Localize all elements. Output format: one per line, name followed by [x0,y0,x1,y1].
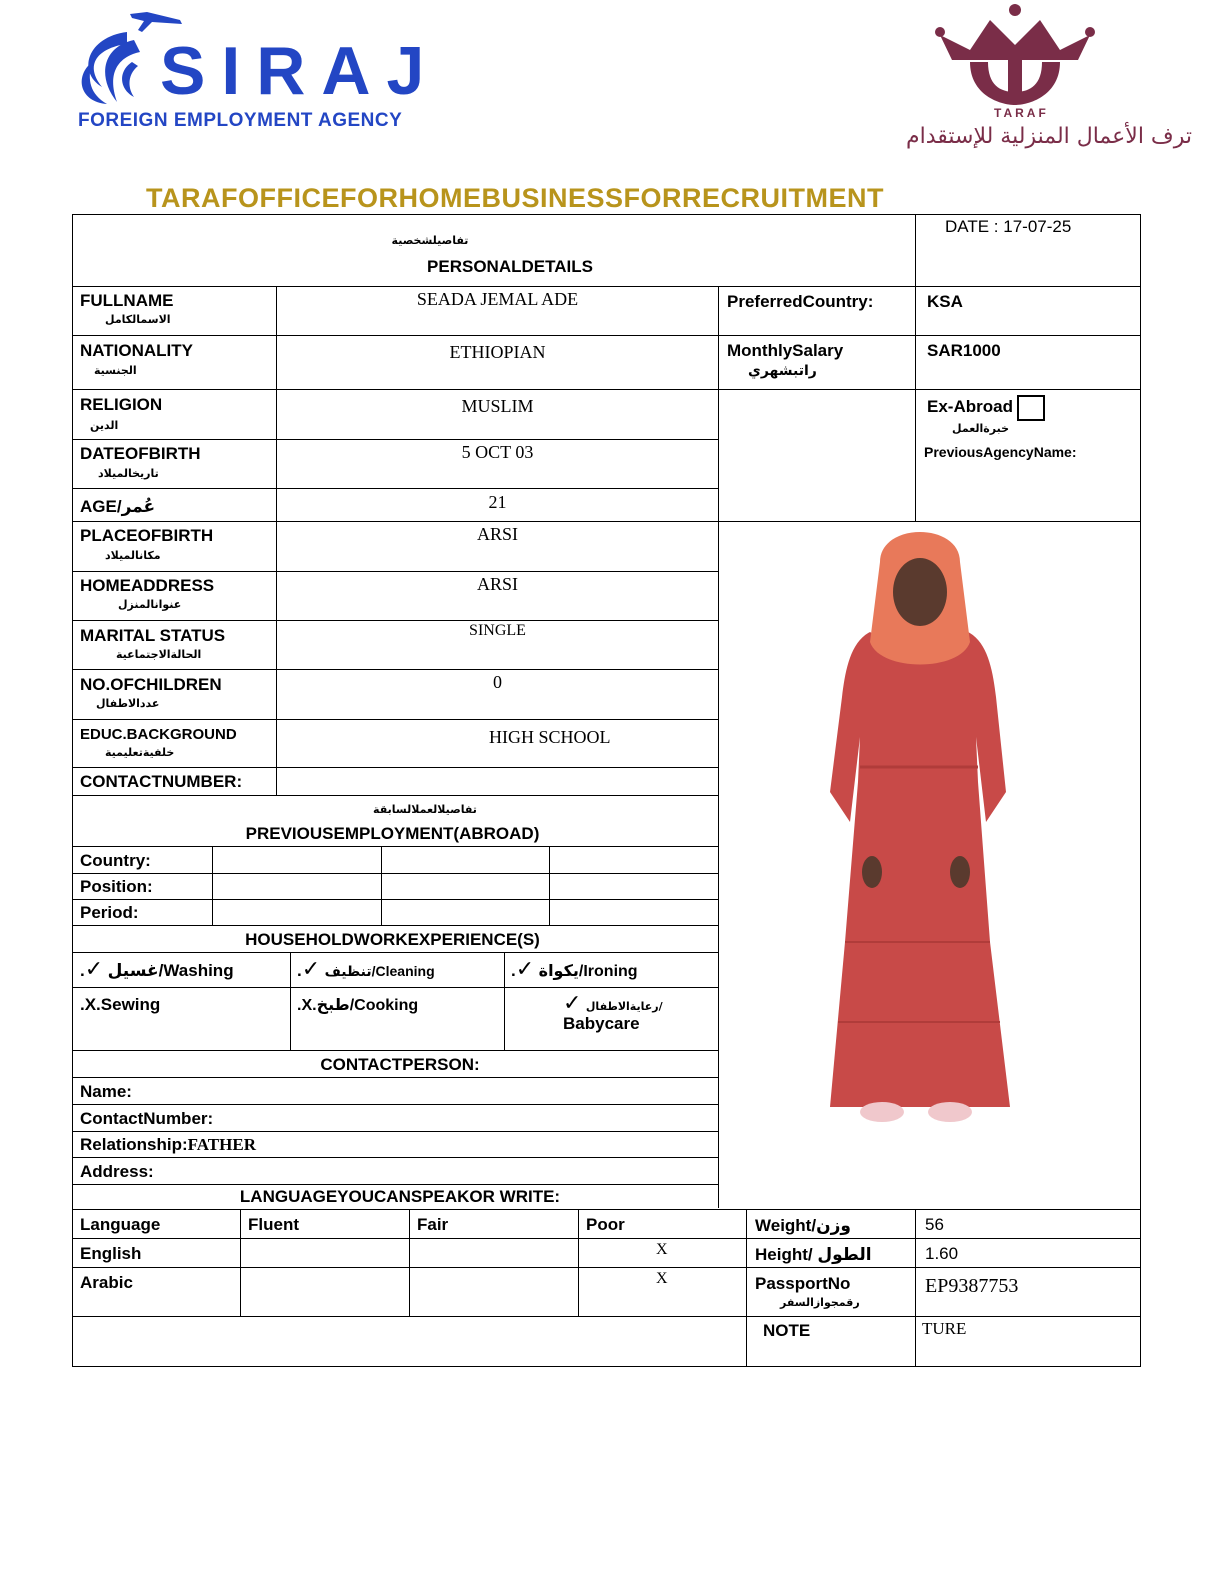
partner-logo-text: TARAF [994,106,1049,120]
candidate-photo [810,522,1030,1132]
nationality-value: ETHIOPIAN [449,342,546,362]
lang-header-poor: Poor [586,1215,625,1234]
lang-english-poor: X [656,1241,668,1258]
prev-employment-title-ar: تفاصيلالعملالسابقة [373,803,477,816]
lang-header-fair: Fair [417,1215,449,1234]
pob-value: ARSI [476,524,518,544]
personal-section-title: PERSONALDETAILS [427,257,593,276]
weight-value: 56 [925,1215,944,1234]
salary-label-ar: راتبشهري [748,363,817,379]
dob-label: DATEOFBIRTH [80,444,201,463]
religion-label-ar: الدين [90,419,119,432]
salary-label: MonthlySalary [727,341,844,360]
document-title: TARAFOFFICEFORHOMEBUSINESSFORRECRUITMENT [146,183,884,213]
previous-agency-label: PreviousAgencyName: [924,444,1077,460]
contact-number-label: CONTACTNUMBER: [80,772,243,791]
cleaning-skill: .✓ تنظيف/Cleaning [297,956,435,981]
relationship-value: FATHER [187,1135,256,1154]
taraf-logo [830,0,1200,155]
babycare-skill: ✓ رعايةالاطفال/ Babycare [563,990,663,1033]
prev-period-label: Period: [80,903,139,922]
contact-person-title: CONTACTPERSON: [320,1055,480,1074]
religion-value: MUSLIM [461,396,534,416]
address-value: ARSI [476,574,518,594]
agency-name: SIRAJ [160,33,441,109]
sewing-skill: .X.Sewing [80,995,161,1014]
children-value: 0 [493,672,502,692]
fullname-label-ar: الاسمالكامل [105,313,171,326]
salary-value: SAR1000 [927,341,1001,360]
contact-number-label-2: ContactNumber: [80,1109,214,1128]
lang-header-language: Language [80,1215,161,1234]
height-value: 1.60 [925,1244,959,1263]
siraj-logo [72,2,441,137]
religion-label: RELIGION [80,395,163,414]
lang-arabic: Arabic [80,1273,133,1292]
height-label: Height/ الطول [755,1245,872,1264]
ironing-skill: .✓ يكواة/Ironing [511,956,638,981]
children-label: NO.OFCHILDREN [80,675,222,694]
relationship-label: Relationship: [80,1135,188,1154]
nationality-label: NATIONALITY [80,341,194,360]
check-icon: ✓ [515,956,535,981]
education-value: HIGH SCHOOL [489,727,611,747]
address-label-ar: عنوانالمنزل [118,598,182,611]
crown-icon [930,0,1100,110]
ex-abroad-label: Ex-Abroad [927,397,1013,416]
education-label-ar: خلفيةتعليمية [105,746,175,759]
prev-country-label: Country: [80,851,151,870]
language-title: LANGUAGEYOUCANSPEAKOR WRITE: [239,1187,561,1206]
contact-name-label: Name: [80,1082,132,1101]
partner-arabic-name: ترف الأعمال المنزلية للإستقدام [906,124,1192,149]
education-label: EDUC.BACKGROUND [80,726,237,743]
passport-value: EP9387753 [925,1275,1019,1297]
dob-value: 5 OCT 03 [461,442,534,462]
age-value: 21 [488,492,507,512]
washing-skill: .✓ غسيل/Washing [80,956,234,981]
prev-employment-title: PREVIOUSEMPLOYMENT(ABROAD) [245,824,540,843]
children-label-ar: عددالاطفال [96,697,160,710]
check-icon: ✓ [84,956,104,981]
passport-label: PassportNo [755,1274,851,1293]
marital-label-ar: الحالةالاجتماعية [116,648,202,661]
address-label: HOMEADDRESS [80,576,215,595]
note-value: TURE [922,1319,967,1338]
check-icon: ✓ [301,956,321,981]
preferred-country-value: KSA [927,292,963,311]
pob-label-ar: مكانالميلاد [105,549,161,562]
ex-abroad-label-ar: خبرةالعمل [952,422,1010,435]
check-icon: ✓ [563,990,582,1015]
prev-position-label: Position: [80,877,153,896]
passport-label-ar: رقمجوازالسفر [780,1296,860,1309]
lang-arabic-poor: X [656,1270,668,1287]
contact-address-label: Address: [80,1162,154,1181]
agency-subtitle: FOREIGN EMPLOYMENT AGENCY [78,110,403,131]
pob-label: PLACEOFBIRTH [80,526,214,545]
household-title: HOUSEHOLDWORKEXPERIENCE(S) [245,930,540,949]
relationship-row [80,1135,256,1155]
preferred-country-label: PreferredCountry: [727,292,874,311]
note-label: NOTE [763,1321,811,1340]
lang-english: English [80,1244,142,1263]
weight-label: Weight/وزن [755,1216,851,1235]
fullname-label: FULLNAME [80,291,174,310]
cooking-skill: .X.طبخ/Cooking [297,997,419,1014]
personal-section-ar: تفاصيلشخصية [391,234,469,247]
fullname-value: SEADA JEMAL ADE [416,289,579,309]
age-label: AGE/عُمر [80,497,156,516]
marital-label: MARITAL STATUS [80,626,226,645]
lang-header-fluent: Fluent [248,1215,299,1234]
form-date: DATE : 17-07-25 [945,217,1072,236]
dob-label-ar: تاريخالميلاد [98,467,159,480]
marital-value: SINGLE [469,622,526,639]
ex-abroad-checkbox[interactable] [1017,395,1045,421]
nationality-label-ar: الجنسية [94,364,137,377]
